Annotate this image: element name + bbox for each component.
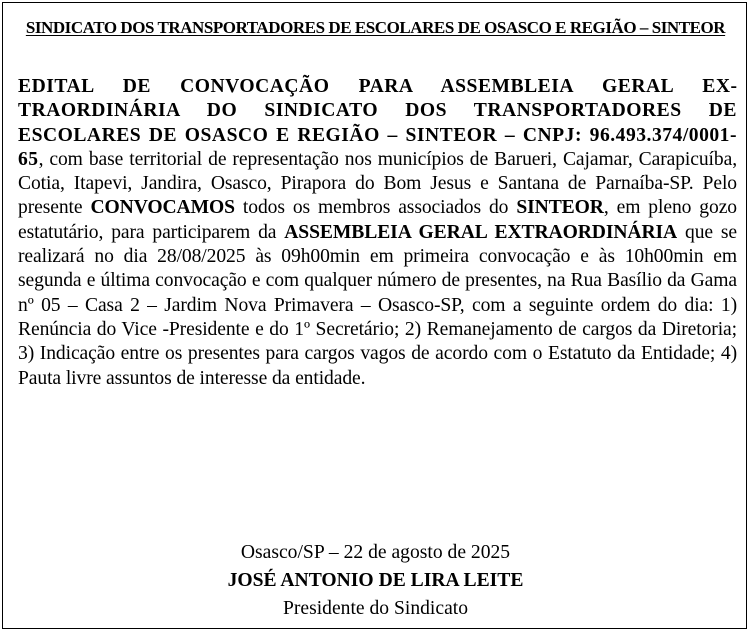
- notice-text-1: , com base territorial de representação nos municípios de Barueri, Cajamar, Carapicuíba, Cotia, Itapevi, Jandira, Osasco, Pirapora do Bom Jesus e Santana de Parnaíba-SP. Pelo presente: [18, 148, 737, 219]
- convocamos-keyword: CONVOCAMOS: [90, 197, 235, 219]
- notice-text-2: todos os membros associados do: [234, 197, 517, 219]
- signatory-role: Presidente do Sindicato: [282, 598, 469, 619]
- notice-text-3: , em pleno gozo estatutário, para participarem da: [18, 197, 737, 243]
- sinteor-keyword: SINTEOR: [516, 197, 604, 219]
- assembleia-keyword: ASSEMBLEIA GERAL EXTRAORDINÁRIA: [284, 221, 678, 243]
- signature-block: [0, 539, 751, 623]
- union-header: SINDICATO DOS TRANSPORTADORES DE ESCOLARES DE OSASCO E REGIÃO – SINTEOR: [25, 18, 726, 37]
- notice-body: [18, 75, 737, 391]
- signatory-name: JOSÉ ANTONIO DE LIRA LEITE: [227, 570, 524, 591]
- notice-text-4: que se realizará no dia 28/08/2025 às 09h00min em primeira convocação e às 10h00min em segunda e última convocação e com qualquer número de presentes, na Rua Basílio da Gama nº 05 – Casa 2 – Jardim Nova Primavera – Osasco-SP, com a seguinte ordem do dia: 1) Renúncia do Vice -Presidente e do 1º Secretário; 2) Remanejamento de cargos da Diretoria; 3) Indicação entre os presentes para cargos vagos de acordo com o Estatuto da Entidade; 4) Pauta livre assuntos de interesse da entidade.: [18, 221, 737, 389]
- notice-title: EDITAL DE CONVOCAÇÃO PARA ASSEMBLEIA GERAL EXTRAORDINÁRIA DO SINDICATO DOS TRANSPORTADORES DE ESCOLARES DE OSASCO E REGIÃO – SINTEOR – CNPJ: 96.493.374/0001-65: [18, 76, 737, 170]
- place-date: Osasco/SP – 22 de agosto de 2025: [240, 542, 511, 563]
